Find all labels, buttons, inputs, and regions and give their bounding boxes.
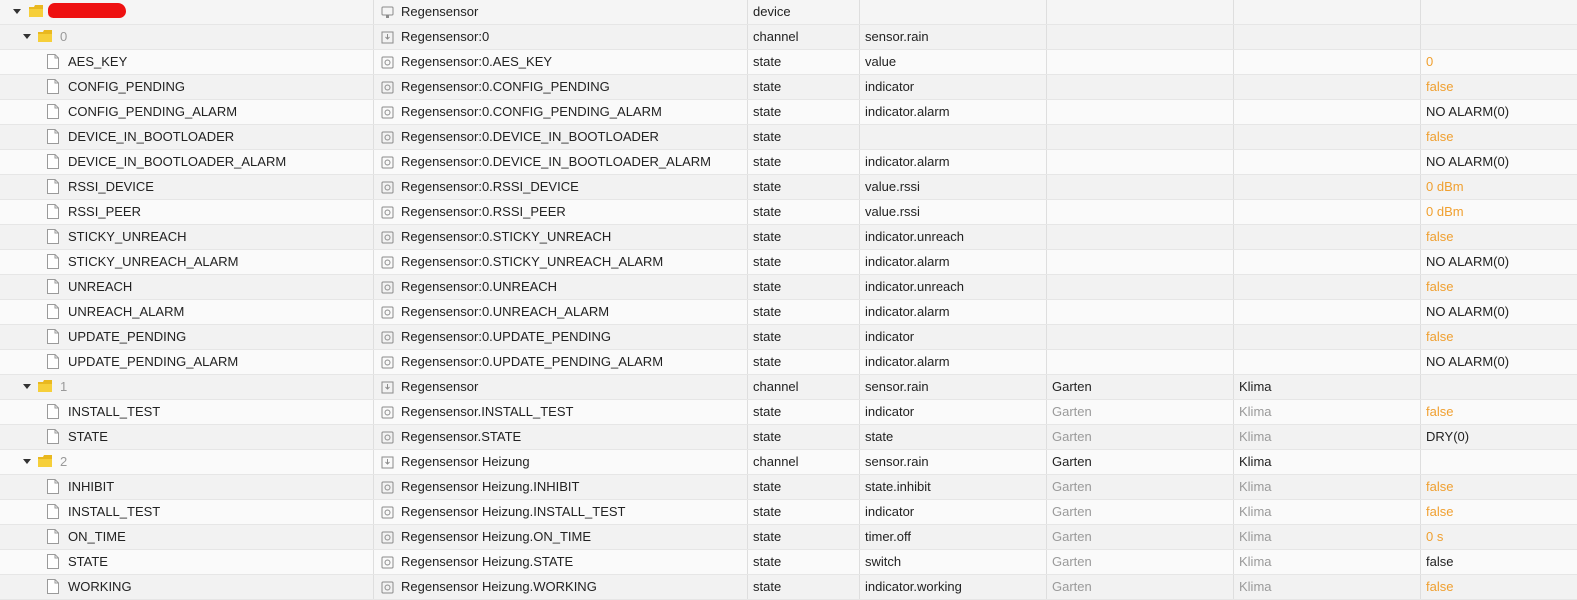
id-cell [374,425,748,449]
room-cell [1047,275,1234,299]
type-cell: state [748,425,860,449]
expand-caret-icon[interactable] [23,34,31,39]
object-id: Regensensor.STATE [401,429,522,444]
id-cell [374,175,748,199]
value-cell[interactable]: false [1426,279,1454,294]
state-icon [381,231,394,244]
file-icon [47,304,59,319]
tree-row-state[interactable] [0,75,1577,100]
room-cell: Garten [1047,425,1234,449]
type-cell: state [748,225,860,249]
type-cell: channel [748,450,860,474]
name-cell [0,450,374,474]
name-cell [0,475,374,499]
object-id: Regensensor Heizung.WORKING [401,579,597,594]
role-cell: indicator [860,325,1047,349]
file-icon [47,154,59,169]
name-cell [0,100,374,124]
role-cell [860,125,1047,149]
id-cell [374,325,748,349]
object-id: Regensensor [401,379,479,394]
tree-row-state[interactable] [0,125,1577,150]
file-icon [47,204,59,219]
file-icon [47,354,59,369]
value-cell[interactable] [1421,450,1577,474]
id-cell [374,350,748,374]
type-cell: state [748,275,860,299]
value-cell[interactable] [1421,25,1577,49]
type-cell: state [748,350,860,374]
object-name: ON_TIME [68,529,126,544]
function-cell [1234,25,1421,49]
id-cell [374,550,748,574]
value-cell[interactable]: false [1426,229,1454,244]
id-cell [374,25,748,49]
value-cell[interactable]: NO ALARM(0) [1426,354,1510,369]
type-cell: state [748,475,860,499]
function-cell [1234,175,1421,199]
expand-caret-icon[interactable] [23,459,31,464]
role-cell: indicator [860,75,1047,99]
room-cell: Garten [1047,550,1234,574]
function-cell [1234,200,1421,224]
object-name: STICKY_UNREACH_ALARM [68,254,239,269]
state-icon [381,431,394,444]
function-cell: Klima [1234,450,1421,474]
role-cell: sensor.rain [860,375,1047,399]
state-icon [381,56,394,69]
value-cell[interactable]: false [1426,579,1454,594]
expand-caret-icon[interactable] [13,9,21,14]
role-cell: indicator [860,500,1047,524]
object-name: INHIBIT [68,479,115,494]
object-name: DEVICE_IN_BOOTLOADER_ALARM [68,154,287,169]
room-cell [1047,0,1234,24]
tree-row-state[interactable] [0,325,1577,350]
room-cell [1047,350,1234,374]
id-cell [374,250,748,274]
role-cell: sensor.rain [860,25,1047,49]
tree-row-state[interactable] [0,150,1577,175]
function-cell [1234,75,1421,99]
type-cell: state [748,175,860,199]
id-cell [374,525,748,549]
role-cell: switch [860,550,1047,574]
object-id: Regensensor:0.RSSI_DEVICE [401,179,579,194]
state-icon [381,556,394,569]
object-name: WORKING [68,579,132,594]
tree-row-state[interactable] [0,475,1577,500]
state-icon [381,181,394,194]
role-cell: sensor.rain [860,450,1047,474]
id-cell [374,100,748,124]
room-cell [1047,50,1234,74]
role-cell: indicator.unreach [860,225,1047,249]
name-cell [0,25,374,49]
id-cell [374,275,748,299]
file-icon [47,429,59,444]
value-cell [1421,0,1577,24]
function-cell: Klima [1234,425,1421,449]
room-cell [1047,125,1234,149]
object-name: STICKY_UNREACH [68,229,187,244]
type-cell: state [748,325,860,349]
role-cell: state.inhibit [860,475,1047,499]
object-id: Regensensor:0.STICKY_UNREACH_ALARM [401,254,664,269]
name-cell [0,425,374,449]
name-cell [0,500,374,524]
role-cell: indicator.alarm [860,150,1047,174]
object-id: Regensensor:0.DEVICE_IN_BOOTLOADER [401,129,659,144]
tree-row-state[interactable] [0,200,1577,225]
function-cell: Klima [1234,550,1421,574]
folder-icon [29,5,43,17]
value-cell[interactable]: false [1426,554,1454,569]
room-cell [1047,250,1234,274]
name-cell [0,325,374,349]
id-cell [374,450,748,474]
state-icon [381,406,394,419]
file-icon [47,579,59,594]
object-name: AES_KEY [68,54,128,69]
folder-icon [38,30,52,42]
type-cell: state [748,75,860,99]
file-icon [47,54,59,69]
id-cell [374,225,748,249]
room-cell: Garten [1047,475,1234,499]
object-id: Regensensor [401,4,479,19]
room-cell [1047,75,1234,99]
room-cell [1047,300,1234,324]
role-cell: indicator [860,400,1047,424]
value-cell[interactable]: NO ALARM(0) [1426,104,1510,119]
object-id: Regensensor:0.RSSI_PEER [401,204,566,219]
value-cell[interactable]: 0 dBm [1426,204,1464,219]
state-icon [381,281,394,294]
type-cell: state [748,400,860,424]
object-id: Regensensor:0.AES_KEY [401,54,553,69]
file-icon [47,479,59,494]
room-cell: Garten [1047,450,1234,474]
file-icon [47,79,59,94]
file-icon [47,554,59,569]
state-icon [381,206,394,219]
room-cell: Garten [1047,375,1234,399]
object-name: 0 [60,29,68,44]
name-cell [0,150,374,174]
function-cell: Klima [1234,400,1421,424]
function-cell [1234,100,1421,124]
value-cell[interactable]: DRY(0) [1426,429,1470,444]
file-icon [47,504,59,519]
object-name: RSSI_PEER [68,204,141,219]
object-name: 2 [60,454,68,469]
function-cell [1234,250,1421,274]
tree-row-channel[interactable] [0,25,1577,50]
file-icon [47,254,59,269]
room-cell [1047,225,1234,249]
value-cell[interactable]: NO ALARM(0) [1426,154,1510,169]
tree-row-state[interactable] [0,400,1577,425]
channel-icon [381,456,394,469]
function-cell [1234,225,1421,249]
redacted-device-name [48,3,126,18]
type-cell: channel [748,25,860,49]
type-cell: state [748,100,860,124]
name-cell [0,400,374,424]
role-cell: timer.off [860,525,1047,549]
object-id: Regensensor:0.UPDATE_PENDING [401,329,612,344]
type-cell: device [748,0,860,24]
name-cell [0,50,374,74]
id-cell [374,75,748,99]
role-cell: value.rssi [860,175,1047,199]
value-cell[interactable]: NO ALARM(0) [1426,304,1510,319]
role-cell: indicator.alarm [860,100,1047,124]
state-icon [381,331,394,344]
role-cell: indicator.alarm [860,250,1047,274]
object-name: CONFIG_PENDING [68,79,186,94]
role-cell: indicator.unreach [860,275,1047,299]
name-cell [0,350,374,374]
name-cell [0,125,374,149]
file-icon [47,229,59,244]
type-cell: state [748,250,860,274]
type-cell: state [748,575,860,599]
state-icon [381,506,394,519]
name-cell [0,550,374,574]
name-cell [0,525,374,549]
object-id: Regensensor.INSTALL_TEST [401,404,574,419]
name-cell [0,275,374,299]
role-cell: state [860,425,1047,449]
file-icon [47,129,59,144]
id-cell [374,150,748,174]
room-cell [1047,25,1234,49]
tree-row-state[interactable] [0,550,1577,575]
state-icon [381,131,394,144]
object-name: CONFIG_PENDING_ALARM [68,104,238,119]
file-icon [47,529,59,544]
object-id: Regensensor Heizung.INHIBIT [401,479,580,494]
value-cell[interactable]: false [1426,79,1454,94]
role-cell: value [860,50,1047,74]
room-cell: Garten [1047,400,1234,424]
function-cell [1234,150,1421,174]
object-name: UNREACH_ALARM [68,304,185,319]
id-cell [374,575,748,599]
function-cell [1234,300,1421,324]
name-cell [0,175,374,199]
object-name: INSTALL_TEST [68,504,161,519]
tree-row-state[interactable] [0,500,1577,525]
folder-icon [38,380,52,392]
function-cell: Klima [1234,375,1421,399]
state-icon [381,256,394,269]
id-cell [374,200,748,224]
object-id: Regensensor:0.CONFIG_PENDING [401,79,610,94]
value-cell[interactable]: false [1426,479,1454,494]
state-icon [381,356,394,369]
type-cell: state [748,550,860,574]
tree-row-state[interactable] [0,575,1577,600]
value-cell[interactable]: false [1426,504,1454,519]
channel-icon [381,31,394,44]
tree-row-channel[interactable] [0,375,1577,400]
tree-row-device[interactable] [0,0,1577,25]
name-cell [0,575,374,599]
value-cell[interactable]: 0 s [1426,529,1444,544]
file-icon [47,404,59,419]
id-cell [374,0,748,24]
room-cell [1047,100,1234,124]
object-name: DEVICE_IN_BOOTLOADER [68,129,235,144]
room-cell: Garten [1047,500,1234,524]
function-cell: Klima [1234,500,1421,524]
tree-row-state[interactable] [0,300,1577,325]
object-name: UPDATE_PENDING [68,329,187,344]
function-cell: Klima [1234,525,1421,549]
id-cell [374,50,748,74]
name-cell [0,375,374,399]
state-icon [381,481,394,494]
file-icon [47,104,59,119]
object-id: Regensensor:0.STICKY_UNREACH [401,229,612,244]
value-cell[interactable] [1421,375,1577,399]
object-name: UNREACH [68,279,133,294]
channel-icon [381,381,394,394]
object-name: RSSI_DEVICE [68,179,154,194]
object-id: Regensensor:0.UNREACH_ALARM [401,304,610,319]
type-cell: state [748,300,860,324]
value-cell[interactable]: false [1426,329,1454,344]
object-name: INSTALL_TEST [68,404,161,419]
function-cell [1234,325,1421,349]
role-cell: value.rssi [860,200,1047,224]
id-cell [374,400,748,424]
value-cell[interactable]: false [1426,129,1454,144]
device-icon [381,6,394,19]
object-id: Regensensor Heizung [401,454,530,469]
object-id: Regensensor:0.UNREACH [401,279,558,294]
id-cell [374,300,748,324]
tree-row-channel[interactable] [0,450,1577,475]
object-name: UPDATE_PENDING_ALARM [68,354,239,369]
object-name: STATE [68,554,108,569]
object-name: STATE [68,429,108,444]
object-id: Regensensor Heizung.STATE [401,554,574,569]
function-cell [1234,125,1421,149]
function-cell [1234,50,1421,74]
name-cell [0,250,374,274]
object-id: Regensensor:0 [401,29,490,44]
tree-row-state[interactable] [0,275,1577,300]
state-icon [381,81,394,94]
id-cell [374,500,748,524]
function-cell [1234,0,1421,24]
tree-row-state[interactable] [0,50,1577,75]
id-cell [374,375,748,399]
state-icon [381,531,394,544]
function-cell [1234,275,1421,299]
tree-row-state[interactable] [0,225,1577,250]
object-name: 1 [60,379,68,394]
room-cell [1047,325,1234,349]
value-cell[interactable]: 0 dBm [1426,179,1464,194]
object-id: Regensensor:0.UPDATE_PENDING_ALARM [401,354,664,369]
tree-row-state[interactable] [0,525,1577,550]
tree-row-state[interactable] [0,350,1577,375]
type-cell: state [748,125,860,149]
tree-row-state[interactable] [0,425,1577,450]
value-cell[interactable]: NO ALARM(0) [1426,254,1510,269]
object-id: Regensensor Heizung.ON_TIME [401,529,592,544]
room-cell: Garten [1047,525,1234,549]
file-icon [47,329,59,344]
function-cell: Klima [1234,475,1421,499]
role-cell: indicator.alarm [860,350,1047,374]
id-cell [374,125,748,149]
type-cell: state [748,500,860,524]
folder-icon [38,455,52,467]
file-icon [47,179,59,194]
tree-row-state[interactable] [0,175,1577,200]
name-cell [0,200,374,224]
value-cell[interactable]: 0 [1426,54,1434,69]
room-cell [1047,150,1234,174]
name-cell [0,75,374,99]
role-cell: indicator.working [860,575,1047,599]
object-id: Regensensor:0.CONFIG_PENDING_ALARM [401,104,662,119]
name-cell [0,225,374,249]
room-cell [1047,200,1234,224]
file-icon [47,279,59,294]
room-cell [1047,175,1234,199]
name-cell [0,300,374,324]
tree-row-state[interactable] [0,100,1577,125]
state-icon [381,106,394,119]
state-icon [381,156,394,169]
type-cell: state [748,525,860,549]
state-icon [381,581,394,594]
role-cell: indicator.alarm [860,300,1047,324]
value-cell[interactable]: false [1426,404,1454,419]
function-cell: Klima [1234,575,1421,599]
object-id: Regensensor Heizung.INSTALL_TEST [401,504,626,519]
type-cell: state [748,50,860,74]
role-cell [860,0,1047,24]
tree-row-state[interactable] [0,250,1577,275]
expand-caret-icon[interactable] [23,384,31,389]
name-cell [0,0,374,24]
type-cell: state [748,200,860,224]
object-id: Regensensor:0.DEVICE_IN_BOOTLOADER_ALARM [401,154,711,169]
room-cell: Garten [1047,575,1234,599]
id-cell [374,475,748,499]
type-cell: state [748,150,860,174]
type-cell: channel [748,375,860,399]
function-cell [1234,350,1421,374]
state-icon [381,306,394,319]
